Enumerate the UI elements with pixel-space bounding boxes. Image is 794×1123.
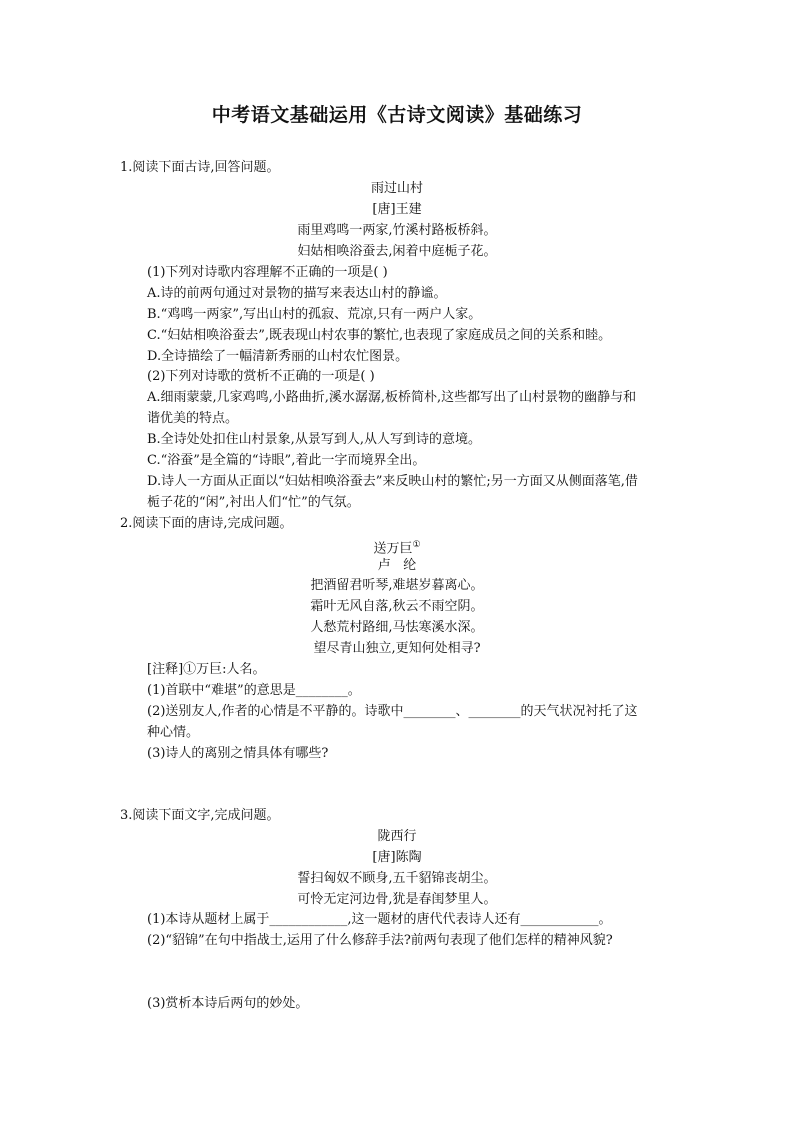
q2-poem-author: 卢 纶 (377, 558, 417, 573)
q2-sub3: (3)诗人的离别之情具体有哪些? (147, 746, 329, 761)
page-title: 中考语文基础运用《古诗文阅读》基础练习 (211, 104, 583, 126)
q3-sub1: (1)本诗从题材上属于____________,这一题材的唐代代表诗人还有____________。 (147, 912, 612, 927)
q2-poem-line: 把酒留君听琴,难堪岁暮离心。 (310, 578, 484, 593)
q1-sub1-option: C.“妇姑相唤浴蚕去”,既表现山村农事的繁忙,也表现了家庭成员之间的关系和睦。 (147, 328, 612, 343)
q2-poem-title-text: 送万巨 (373, 541, 413, 557)
q1-sub1-option: D.全诗描绘了一幅清新秀丽的山村农忙图景。 (147, 349, 409, 364)
q3-sub3: (3)赏析本诗后两句的妙处。 (147, 996, 309, 1011)
q1-poem-line: 妇姑相唤浴蚕去,闲着中庭栀子花。 (297, 244, 497, 259)
q3-poem-line: 誓扫匈奴不顾身,五千貂锦丧胡尘。 (297, 871, 497, 886)
q3-sub2: (2)“貂锦”在句中指战士,运用了什么修辞手法?前两句表现了他们怎样的精神风貌? (147, 933, 613, 948)
q1-sub2: (2)下列对诗歌的赏析不正确的一项是( ) (147, 369, 375, 384)
q1-poem-line: 雨里鸡鸣一两家,竹溪村路板桥斜。 (297, 223, 497, 238)
q1-sub2-option: D.诗人一方面从正面以“妇姑相唤浴蚕去”来反映山村的繁忙;另一方面又从侧面落笔,借 (147, 474, 638, 489)
q1-sub2-option: A.细雨蒙蒙,几家鸡鸣,小路曲折,溪水潺潺,板桥简朴,这些都写出了山村景物的幽静与和 (147, 390, 637, 405)
q1-sub1: (1)下列对诗歌内容理解不正确的一项是( ) (147, 265, 388, 280)
q1-sub2-option-cont: 谐优美的特点。 (147, 411, 239, 426)
q2-sub1: (1)首联中“难堪”的意思是________。 (147, 683, 361, 698)
q1-sub1-option: B.“鸡鸣一两家”,写出山村的孤寂、荒凉,只有一两户人家。 (147, 307, 482, 322)
q3-poem-line: 可怜无定河边骨,犹是春闺梦里人。 (297, 892, 497, 907)
q3-poem-title: 陇西行 (377, 829, 417, 844)
q2-poem-line: 望尽青山独立,更知何处相寻? (313, 641, 481, 656)
q1-sub2-option-cont: 栀子花的“闲”,衬出人们“忙”的气氛。 (147, 495, 360, 510)
q2-note: [注释]①万巨:人名。 (147, 662, 266, 677)
q1-sub2-option: B.全诗处处扣住山村景象,从景写到人,从人写到诗的意境。 (147, 432, 481, 447)
q1-stem: 1.阅读下面古诗,回答问题。 (120, 160, 280, 175)
q2-sub2-cont: 种心情。 (147, 725, 200, 740)
q1-poem-author: [唐]王建 (372, 202, 422, 217)
q3-poem-author: [唐]陈陶 (372, 850, 422, 865)
footnote-mark: ① (412, 540, 421, 550)
q2-poem-line: 霜叶无风自落,秋云不雨空阴。 (310, 599, 484, 614)
q2-stem: 2.阅读下面的唐诗,完成问题。 (120, 516, 293, 531)
q1-poem-title: 雨过山村 (370, 181, 423, 196)
q1-sub2-option: C.“浴蚕”是全篇的“诗眼”,着此一字而境界全出。 (147, 453, 426, 468)
q2-sub2: (2)送别友人,作者的心情是不平静的。诗歌中________、________的天气状况衬托了这 (147, 704, 638, 719)
q1-sub1-option: A.诗的前两句通过对景物的描写来表达山村的静谧。 (147, 286, 447, 301)
q3-stem: 3.阅读下面文字,完成问题。 (120, 808, 280, 823)
q2-poem-line: 人愁荒村路细,马怯寒溪水深。 (310, 620, 484, 635)
